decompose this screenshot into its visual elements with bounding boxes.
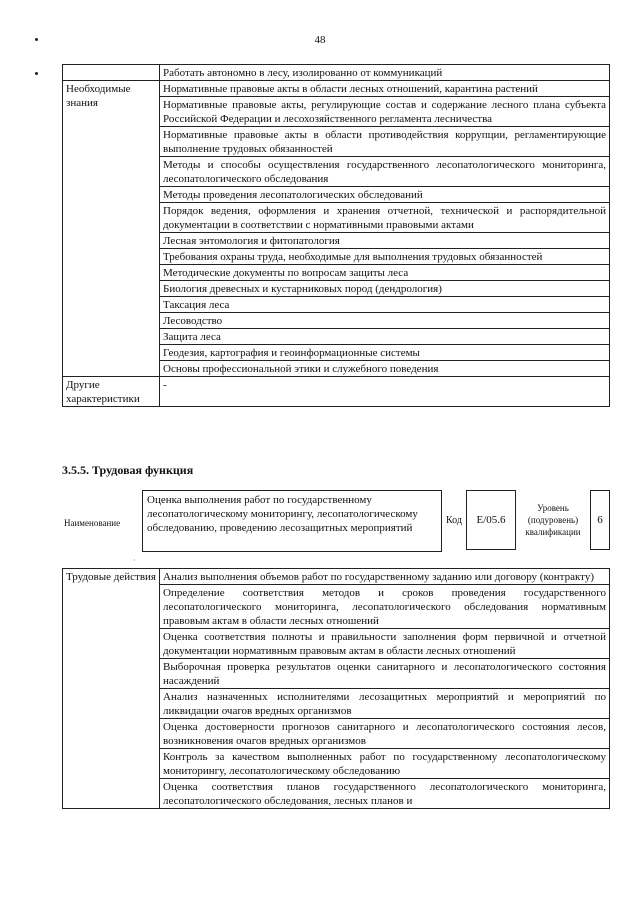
level-label: Уровень (подуровень) квалификации: [525, 503, 581, 537]
knowledge-item: Требования охраны труда, необходимые для выполнения трудовых обязанностей: [160, 249, 610, 265]
knowledge-item: Геодезия, картография и геоинформационные системы: [160, 345, 610, 361]
scan-mark: ·: [133, 556, 136, 565]
action-item: Оценка соответствия планов государственного лесопатологического мониторинга, лесопатологического обследования, лесных планов и: [160, 779, 610, 809]
code-value: E/05.6: [466, 490, 516, 550]
other-label: Другие характеристики: [63, 377, 160, 407]
page-number: 48: [314, 34, 326, 46]
knowledge-item: Основы профессиональной этики и служебного поведения: [160, 361, 610, 377]
action-item: Оценка соответствия полноты и правильности заполнения форм первичной и отчетной документации нормативным правовым актам в области лесных отношений: [160, 629, 610, 659]
knowledge-item: Биология древесных и кустарниковых пород (дендрология): [160, 281, 610, 297]
knowledge-item: Нормативные правовые акты в области противодействия коррупции, регламентирующие выполнение трудовых обязанностей: [160, 127, 610, 157]
function-name: Оценка выполнения работ по государственному лесопатологическому мониторингу, лесопатологическому обследованию, проведению лесозащитных мероприятий: [142, 490, 442, 552]
knowledge-item: Нормативные правовые акты, регулирующие состав и содержание лесного плана субъекта Российской Федерации и лесохозяйственного регламента лесничества: [160, 97, 610, 127]
action-item: Анализ назначенных исполнителями лесозащитных мероприятий и мероприятий по ликвидации очагов вредных организмов: [160, 689, 610, 719]
table-cell: Работать автономно в лесу, изолированно от коммуникаций: [160, 65, 610, 81]
action-item: Определение соответствия методов и сроков проведения государственного лесопатологического мониторинга, лесопатологического обследования нормативным правовым актам в области лесных отношений: [160, 585, 610, 629]
knowledge-item: Нормативные правовые акты в области лесных отношений, карантина растений: [160, 81, 610, 97]
knowledge-label: Необходимые знания: [63, 81, 160, 377]
knowledge-item: Лесоводство: [160, 313, 610, 329]
level-value: 6: [590, 490, 610, 550]
action-item: Выборочная проверка результатов оценки санитарного и лесопатологического состояния насаждений: [160, 659, 610, 689]
knowledge-item: Методы проведения лесопатологических обследований: [160, 187, 610, 203]
name-label: Наименование: [64, 518, 121, 528]
action-item: Оценка достоверности прогнозов санитарного и лесопатологического состояния лесов, возникновения очагов вредных организмов: [160, 719, 610, 749]
actions-table: [62, 568, 610, 809]
margin-dot: [35, 72, 38, 75]
action-item: Контроль за качеством выполненных работ по государственному лесопатологическому мониторингу, лесопатологическому обследованию: [160, 749, 610, 779]
knowledge-item: Таксация леса: [160, 297, 610, 313]
margin-dot: [35, 38, 38, 41]
action-item: Анализ выполнения объемов работ по государственному заданию или договору (контракту): [160, 569, 610, 585]
knowledge-item: Защита леса: [160, 329, 610, 345]
knowledge-item: Методические документы по вопросам защиты леса: [160, 265, 610, 281]
knowledge-item: Методы и способы осуществления государственного лесопатологического мониторинга, лесопатологического обследования: [160, 157, 610, 187]
knowledge-item: Порядок ведения, оформления и хранения отчетной, технической и распорядительной документации в соответствии с нормативными правовыми актами: [160, 203, 610, 233]
knowledge-table: [62, 64, 610, 407]
actions-label: Трудовые действия: [63, 569, 160, 809]
code-label: Код: [446, 515, 462, 526]
other-value: -: [160, 377, 610, 407]
knowledge-item: Лесная энтомология и фитопатология: [160, 233, 610, 249]
section-title: 3.5.5. Трудовая функция: [62, 463, 194, 477]
